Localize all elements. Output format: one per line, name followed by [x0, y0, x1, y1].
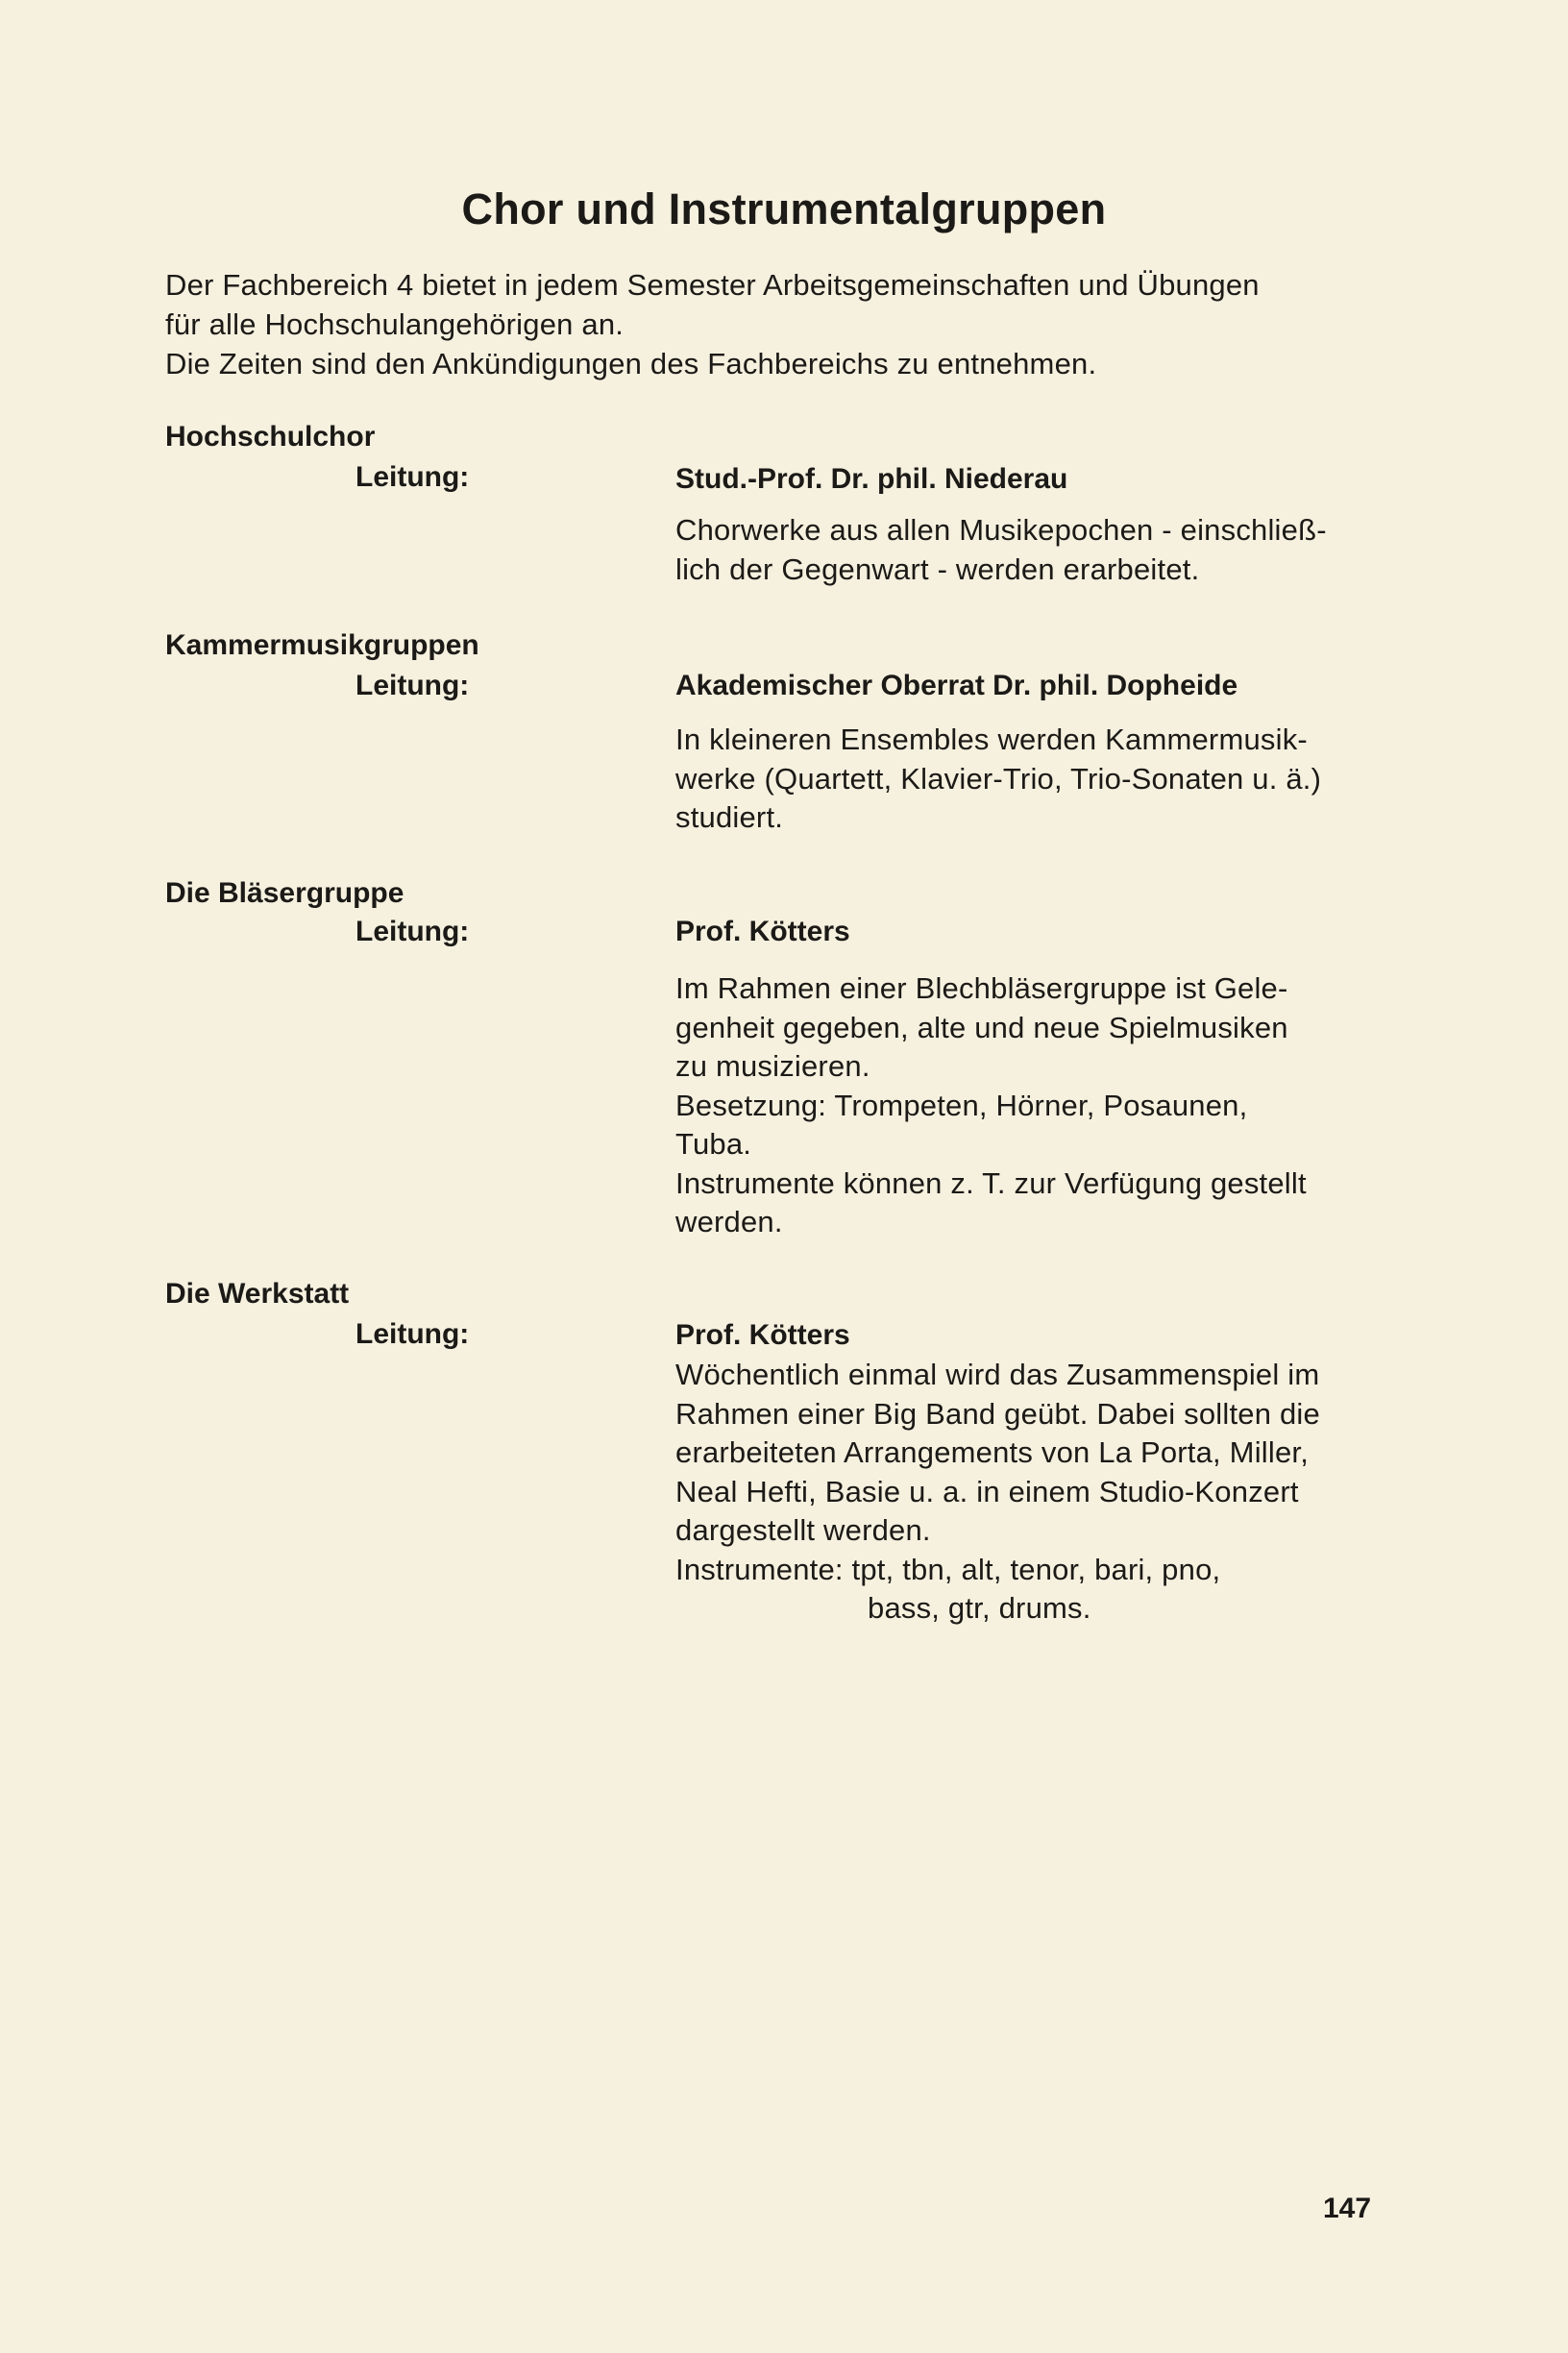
section-title-hochschulchor: Hochschulchor	[165, 421, 376, 453]
description-line: Wöchentlich einmal wird das Zusammenspiel im	[675, 1358, 1320, 1391]
description-line: studiert.	[675, 800, 784, 834]
section-title-blaesergruppe: Die Bläsergruppe	[165, 877, 404, 909]
description-line: Tuba.	[675, 1127, 752, 1161]
description-line: bass, gtr, drums.	[868, 1591, 1091, 1625]
description-line: werke (Quartett, Klavier-Trio, Trio-Sonaten u. ä.)	[675, 761, 1322, 796]
description-line: Instrumente können z. T. zur Verfügung gestellt	[675, 1165, 1307, 1200]
description-line: lich der Gegenwart - werden erarbeitet.	[675, 551, 1200, 586]
leader-name: Stud.-Prof. Dr. phil. Niederau	[675, 463, 1068, 495]
description-line: genheit gegeben, alte und neue Spielmusiken	[675, 1010, 1288, 1044]
section-description	[675, 511, 1327, 589]
description-line: Chorwerke aus allen Musikepochen - einschließ-	[675, 513, 1327, 547]
description-line: Instrumente: tpt, tbn, alt, tenor, bari, pno,	[675, 1552, 1221, 1586]
leader-name: Prof. Kötters	[675, 916, 850, 947]
description-line: zu musizieren.	[675, 1049, 870, 1083]
description-line: Neal Hefti, Basie u. a. in einem Studio-Konzert	[675, 1474, 1299, 1508]
intro-line: Der Fachbereich 4 bietet in jedem Semester Arbeitsgemeinschaften und Übungen	[165, 268, 1260, 302]
section-title-kammermusikgruppen: Kammermusikgruppen	[165, 629, 479, 661]
section-description	[675, 721, 1321, 838]
intro-line: Die Zeiten sind den Ankündigungen des Fachbereichs zu entnehmen.	[165, 347, 1097, 380]
leitung-label: Leitung:	[355, 1318, 470, 1350]
description-line: In kleineren Ensembles werden Kammermusik-	[675, 723, 1308, 756]
page-number: 147	[1323, 2193, 1372, 2224]
section-description	[675, 969, 1307, 1242]
section-description	[675, 1356, 1320, 1629]
intro-paragraph	[165, 265, 1414, 383]
description-line: erarbeiteten Arrangements von La Porta, Miller,	[675, 1435, 1310, 1469]
description-line: Rahmen einer Big Band geübt. Dabei sollten die	[675, 1396, 1320, 1431]
page-title: Chor und Instrumentalgruppen	[461, 184, 1107, 233]
description-line: dargestellt werden.	[675, 1513, 931, 1547]
description-line: werden.	[675, 1205, 783, 1238]
leader-name: Akademischer Oberrat Dr. phil. Dopheide	[675, 670, 1238, 701]
leitung-label: Leitung:	[355, 670, 470, 701]
leitung-label: Leitung:	[355, 461, 470, 493]
description-line: Besetzung: Trompeten, Hörner, Posaunen,	[675, 1088, 1248, 1122]
intro-line: für alle Hochschulangehörigen an.	[165, 307, 625, 341]
section-title-werkstatt: Die Werkstatt	[165, 1278, 350, 1310]
description-line: Im Rahmen einer Blechbläsergruppe ist Gele-	[675, 971, 1288, 1005]
leitung-label: Leitung:	[355, 916, 470, 947]
leader-name: Prof. Kötters	[675, 1319, 850, 1351]
